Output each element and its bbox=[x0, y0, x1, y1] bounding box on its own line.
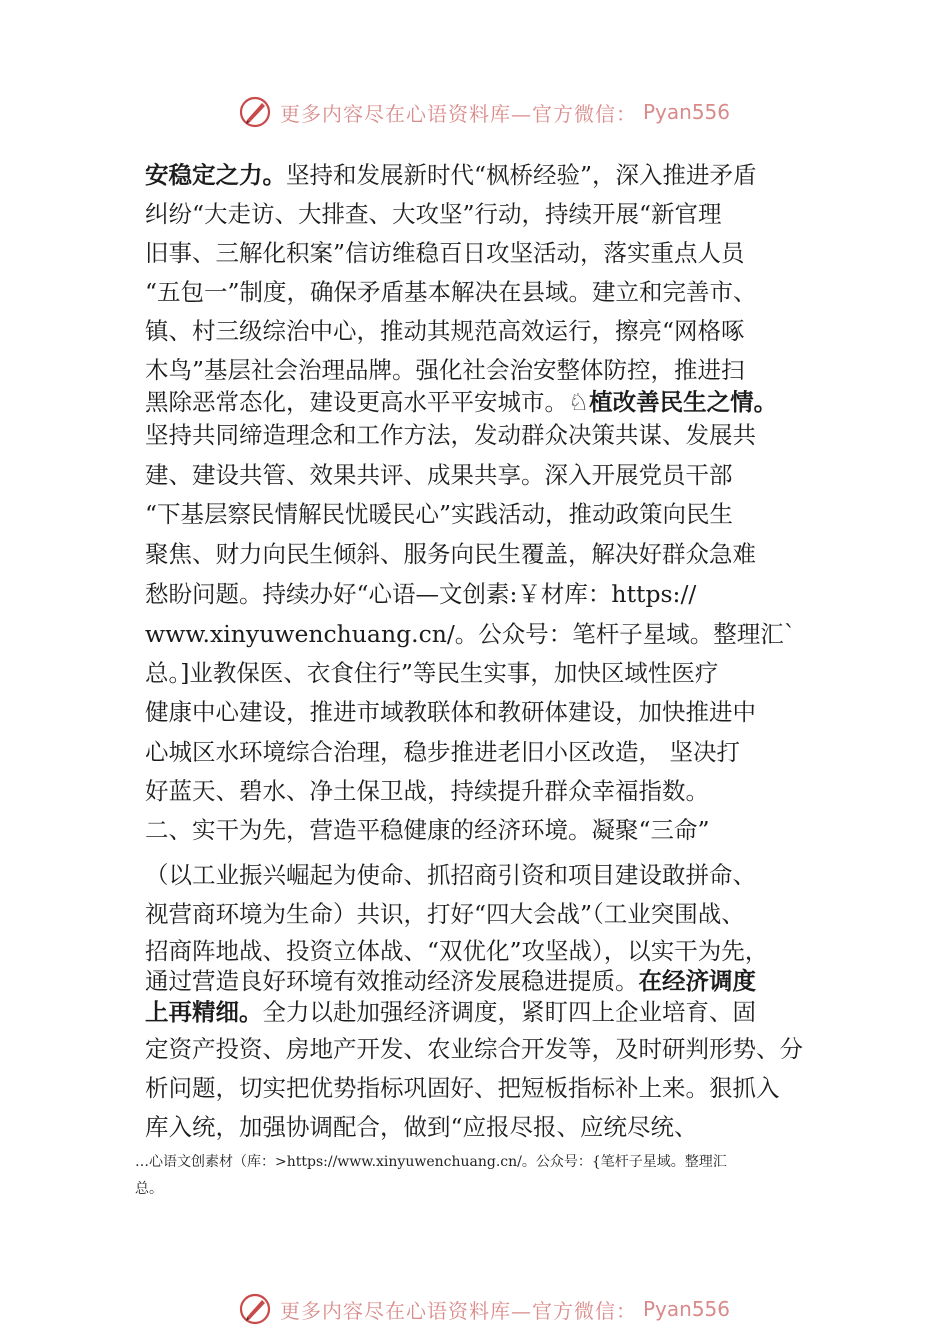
paragraph-line: 黑除恶常态化，建设更高水平平安城市。♘植改善民生之情。 bbox=[145, 388, 778, 416]
paragraph-line: 镇、村三级综治中心，推动其规范高效运行，擦亮“网格啄 bbox=[145, 317, 745, 345]
pen-logo-icon bbox=[238, 1292, 272, 1326]
bold-heading: 安稳定之力。 bbox=[145, 161, 286, 189]
bold-heading: 在经济调度 bbox=[638, 967, 756, 995]
paragraph-line: 聚焦、财力向民生倾斜、服务向民生覆盖，解决好群众急难 bbox=[145, 540, 756, 568]
banner-text: 更多内容尽在心语资料库—官方微信： bbox=[280, 1298, 637, 1323]
paragraph-line: 库入统，加强协调配合，做到“应报尽报、应统尽统、 bbox=[145, 1113, 698, 1141]
paragraph-line: 安稳定之力。坚持和发展新时代“枫桥经验”，深入推进矛盾 bbox=[145, 161, 757, 189]
paragraph-line: 定资产投资、房地产开发、农业综合开发等，及时研判形势、分 bbox=[145, 1035, 803, 1063]
footnote-line: …心语文创素材（库：>https://www.xinyuwenchuang.cn/。公众号：{笔杆子星域。整理汇 bbox=[135, 1154, 727, 1170]
paragraph-line: 木鸟”基层社会治理品牌。强化社会治安整体防控，推进扫 bbox=[145, 356, 745, 384]
chess-knight-icon: ♘ bbox=[568, 388, 590, 416]
header-banner bbox=[238, 92, 758, 132]
paragraph-line: 愁盼问题。持续办好“心语—文创素:￥材库：https:// bbox=[145, 580, 697, 608]
paragraph-line: 心城区水环境综合治理，稳步推进老旧小区改造， 坚决打 bbox=[145, 738, 740, 766]
paragraph-line: 上再精细。全力以赴加强经济调度，紧盯四上企业培育、固 bbox=[145, 998, 756, 1026]
paragraph-line: 通过营造良好环境有效推动经济发展稳进提质。在经济调度 bbox=[145, 967, 756, 995]
paragraph-line: 二、实干为先，营造平稳健康的经济环境。凝聚“三命” bbox=[145, 816, 710, 844]
banner-wechat-id: Pyan556 bbox=[643, 100, 731, 124]
paragraph-line: 好蓝天、碧水、净土保卫战，持续提升群众幸福指数。 bbox=[145, 777, 709, 805]
pen-logo-icon bbox=[238, 95, 272, 129]
footnote-line: 总。 bbox=[135, 1181, 163, 1197]
paragraph-line: 析问题，切实把优势指标巩固好、把短板指标补上来。狠抓入 bbox=[145, 1074, 780, 1102]
paragraph-line: “下基层察民情解民忧暖民心”实践活动，推动政策向民生 bbox=[145, 500, 734, 528]
paragraph-line: 建、建设共管、效果共评、成果共享。深入开展党员干部 bbox=[145, 461, 733, 489]
bold-heading: 上再精细。 bbox=[145, 998, 263, 1026]
paragraph-line: （以工业振兴崛起为使命、抓招商引资和项目建设敢拼命、 bbox=[145, 861, 756, 889]
footer-banner bbox=[238, 1289, 758, 1329]
paragraph-line: 总。]业教保医、衣食住行”等民生实事，加快区域性医疗 bbox=[145, 659, 719, 687]
banner-text: 更多内容尽在心语资料库—官方微信： bbox=[280, 101, 637, 126]
paragraph-line: 健康中心建设，推进市域教联体和教研体建设，加快推进中 bbox=[145, 698, 756, 726]
paragraph-line: 旧事、三解化积案”信访维稳百日攻坚活动，落实重点人员 bbox=[145, 239, 745, 267]
bold-heading: 植改善民生之情。 bbox=[589, 388, 778, 416]
banner-wechat-id: Pyan556 bbox=[643, 1297, 731, 1321]
paragraph-line: 招商阵地战、投资立体战、“双优化”攻坚战），以实干为先， bbox=[145, 937, 769, 965]
paragraph-line: “五包一”制度，确保矛盾基本解决在县域。建立和完善市、 bbox=[145, 278, 757, 306]
paragraph-line: 纠纷“大走访、大排查、大攻坚”行动，持续开展“新官理 bbox=[145, 200, 722, 228]
paragraph-line: www.xinyuwenchuang.cn/。公众号：笔杆子星域。整理汇` bbox=[145, 620, 796, 648]
paragraph-line: 坚持共同缔造理念和工作方法，发动群众决策共谋、发展共 bbox=[145, 421, 756, 449]
paragraph-line: 视营商环境为生命）共识，打好“四大会战”（工业突围战、 bbox=[145, 900, 745, 928]
